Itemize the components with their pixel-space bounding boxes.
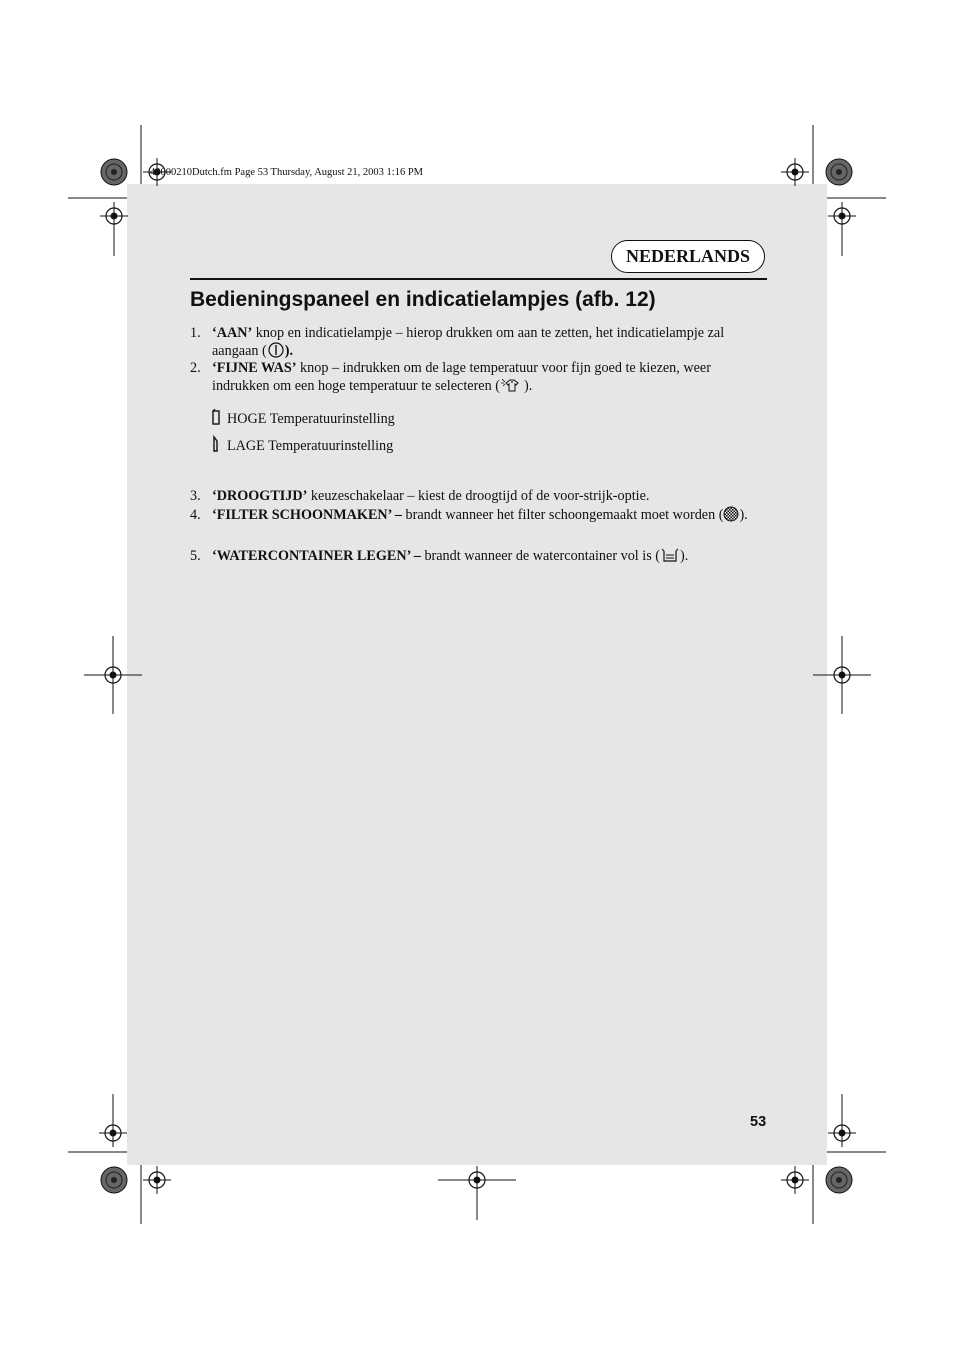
item-text-end: ).	[739, 507, 748, 523]
item-label: ‘DROOGTIJD’	[212, 488, 308, 504]
list-item	[190, 506, 768, 527]
delicate-shirt-icon	[500, 377, 524, 398]
item-label: ‘FIJNE WAS’	[212, 360, 297, 376]
water-container-icon	[660, 547, 680, 568]
item-number: 1.	[190, 325, 201, 341]
item-text-end: ).	[523, 378, 533, 394]
low-temp-switch-icon	[211, 438, 227, 454]
item-label: ‘AAN’	[212, 325, 253, 341]
list-item	[190, 359, 768, 398]
temp-setting-label: HOGE Temperatuurinstelling	[227, 411, 395, 427]
filter-icon	[723, 506, 739, 527]
temp-setting-high	[211, 408, 395, 428]
item-text: keuzeschakelaar – kiest de droogtijd of de voor-strijk-optie.	[307, 488, 650, 504]
high-temp-switch-icon	[211, 411, 227, 427]
temp-setting-label: LAGE Temperatuurinstelling	[227, 438, 394, 454]
list-item	[190, 547, 768, 568]
file-info-header: 40000210Dutch.fm Page 53 Thursday, August 21, 2003 1:16 PM	[150, 167, 423, 178]
item-label: ‘WATERCONTAINER LEGEN’ –	[212, 548, 421, 564]
item-text-end: ).	[680, 548, 689, 564]
temp-setting-low	[211, 435, 393, 455]
item-text: brandt wanneer de watercontainer vol is (	[420, 548, 661, 564]
item-text: brandt wanneer het filter schoongemaakt moet worden (	[401, 507, 724, 523]
item-number: 4.	[190, 507, 201, 523]
item-number: 2.	[190, 360, 201, 376]
item-text: knop – indrukken om de lage temperatuur voor fijn goed te kiezen, weer indrukken om een hoge temperatuur te selecteren (	[212, 360, 711, 394]
item-number: 5.	[190, 548, 201, 564]
title-rule	[190, 278, 767, 280]
section-title: Bedieningspaneel en indicatielampjes (afb. 12)	[190, 288, 656, 311]
item-text-end: ).	[284, 343, 294, 359]
page-number: 53	[750, 1114, 767, 1130]
item-text: knop en indicatielampje – hierop drukken om aan te zetten, het indicatielampje zal aangaan (	[212, 325, 725, 359]
item-number: 3.	[190, 488, 201, 504]
list-item	[190, 324, 768, 363]
list-item	[190, 487, 768, 505]
language-badge: NEDERLANDS	[611, 240, 765, 273]
item-label: ‘FILTER SCHOONMAKEN’ –	[212, 507, 402, 523]
